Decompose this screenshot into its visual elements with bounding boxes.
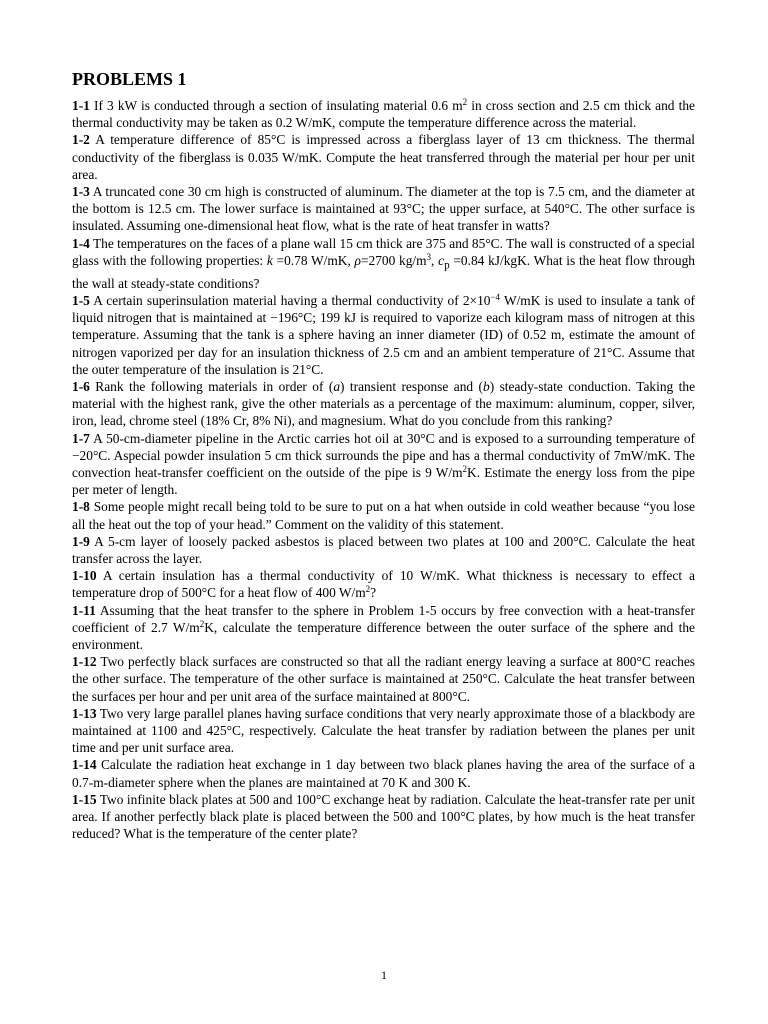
problem-item (72, 97, 695, 131)
superscript: 2 (199, 618, 205, 629)
problem-item (72, 791, 695, 843)
problem-text: If 3 kW is conducted through a section of insulating material 0.6 m (89, 98, 463, 113)
problem-text: Some people might recall being told to be sure to put on a hat when outside in cold weather because “you lose all the heat out the top of your head.” Comment on the validity of this statement. (72, 499, 695, 532)
problem-text: K. Estimate the energy loss from the pipe per meter of length. (72, 464, 696, 498)
problem-text: A certain insulation has a thermal conductivity of 10 W/mK. What thickness is necessary to effect a temperature drop of 500°C for a heat flow of 400 W/m (72, 568, 695, 601)
problem-item (72, 705, 695, 757)
problem-number: 1-8 (72, 499, 90, 515)
problem-text: A 50-cm-diameter pipeline in the Arctic carries hot oil at 30°C and is exposed to a surrounding temperature of −20°C. Aspecial powder insulation 5 cm thick surrounds the pipe and has a thermal conductivity of 7mW/mK. The convection heat-transfer coefficient on the outside of the pipe is 9 W/m (72, 430, 695, 480)
problem-text: W/mK is used to insulate a tank of liquid nitrogen that is maintained at −196°C; 199 kJ is required to vaporize each kilogram mass of nitrogen at this temperature. Assuming that the tank is a sphere having an inner diameter (ID) of 0.52 m, estimate the amount of nitrogen vaporized per day for an insulation thickness of 2.5 cm and an ambient temperature of 21°C. Assume that the outer temperature of the insulation is 21°C. (72, 292, 695, 377)
superscript: 2 (462, 97, 468, 107)
italic-symbol: ρ (354, 252, 361, 268)
italic-symbol: k (266, 252, 273, 268)
problem-text: ? (370, 585, 377, 601)
problem-text: A 5-cm layer of loosely packed asbestos is placed between two plates at 100 and 200°C. Calculate the heat transfer across the layer. (72, 533, 695, 566)
problem-item (72, 756, 695, 790)
problem-item (72, 498, 695, 532)
problem-text: K, calculate the temperature difference between the outer surface of the sphere and the environment. (72, 619, 695, 652)
problem-text: A temperature difference of 85°C is impressed across a fiberglass layer of 13 cm thickness. The thermal conductivity of the fiberglass is 0.035 W/mK. Compute the heat transferred through the material per hour per unit area. (72, 132, 695, 182)
superscript: −4 (490, 291, 501, 302)
subscript: p (444, 259, 450, 272)
problem-number: 1-11 (72, 602, 96, 618)
problem-item (72, 602, 695, 654)
problem-number: 1-6 (72, 378, 90, 394)
problem-text: The temperatures on the faces of a plane wall 15 cm thick are 375 and 85°C. The wall is constructed of a special glass with the following properties: (72, 235, 695, 268)
problem-text: =0.78 W/mK, (272, 252, 355, 268)
problem-number: 1-4 (72, 235, 90, 251)
problem-number: 1-2 (72, 132, 90, 148)
superscript: 3 (426, 251, 432, 262)
problem-item (72, 430, 695, 499)
problem-item (72, 533, 695, 567)
problem-text: A truncated cone 30 cm high is constructed of aluminum. The diameter at the top is 7.5 cm, and the diameter at the bottom is 12.5 cm. The lower surface is maintained at 93°C; the upper surface, at 540°C. The other surface is insulated. Assuming one-dimensional heat flow, what is the rate of heat transfer in watts? (72, 184, 695, 234)
problem-number: 1-7 (72, 430, 90, 446)
problem-number: 1-1 (72, 98, 90, 113)
problem-number: 1-3 (72, 184, 90, 200)
problem-number: 1-12 (72, 654, 97, 670)
page-title: PROBLEMS 1 (72, 69, 187, 89)
superscript: 2 (462, 463, 468, 474)
problem-text: in cross section and 2.5 cm thick and the thermal conductivity may be taken as 0.2 W/mK, compute the temperature difference across the material. (72, 98, 695, 131)
problem-text: Two perfectly black surfaces are constructed so that all the radiant energy leaving a surface at 800°C reaches the other surface. The temperature of the other surface is maintained at 250°C. Calculate the heat transfer between the surfaces per hour and per unit area of the surface maintained at 800°C. (72, 654, 695, 704)
problem-list (72, 97, 695, 842)
problem-text: Rank the following materials in order of ( (89, 378, 334, 394)
problem-item (72, 131, 695, 183)
problem-number: 1-14 (72, 757, 97, 773)
problem-item (72, 235, 695, 292)
problem-number: 1-15 (72, 791, 97, 807)
superscript: 2 (365, 584, 371, 595)
page-number: 1 (381, 968, 387, 982)
italic-symbol: b (482, 378, 490, 394)
problem-text: ) steady-state conduction. Taking the material with the highest rank, give the other materials as a percentage of the maximum: aluminum, copper, silver, iron, lead, chrome steel (18% Cr, 8% Ni), and magnesium. What do you conclude from this ranking? (72, 378, 696, 429)
problem-item (72, 292, 695, 378)
italic-symbol: c (438, 252, 445, 268)
problem-text: Two very large parallel planes having surface conditions that very nearly approximate those of a blackbody are maintained at 1100 and 425°C, respectively. Calculate the heat transfer by radiation between the planes per unit time and per unit surface area. (72, 705, 695, 756)
problem-number: 1-10 (72, 568, 97, 584)
italic-symbol: a (333, 378, 341, 394)
problem-text: =0.84 kJ/kgK. What is the heat flow through the wall at steady-state conditions? (72, 252, 695, 291)
problem-item (72, 183, 695, 235)
problem-text: Two infinite black plates at 500 and 100°C exchange heat by radiation. Calculate the heat-transfer rate per unit area. If another perfectly black plate is placed between the 500 and 100°C plates, by how much is the heat transfer reduced? What is the temperature of the center plate? (72, 791, 695, 842)
problem-text: ) transient response and ( (340, 378, 483, 394)
problem-text: Assuming that the heat transfer to the sphere in Problem 1-5 occurs by free convection with a heat-transfer coefficient of 2.7 W/m (72, 602, 695, 635)
problem-text: A certain superinsulation material having a thermal conductivity of 2×10 (89, 292, 491, 308)
problem-number: 1-13 (72, 705, 97, 721)
problem-text: =2700 kg/m (360, 252, 427, 268)
problem-number: 1-9 (72, 533, 90, 549)
problem-text: Calculate the radiation heat exchange in 1 day between two black planes having the area of the surface of a 0.7-m-diameter sphere when the planes are maintained at 70 K and 300 K. (72, 757, 695, 790)
problem-item (72, 567, 695, 601)
problem-item (72, 378, 695, 430)
problem-number: 1-5 (72, 292, 90, 308)
problem-text: , (431, 252, 439, 268)
document-page (72, 68, 695, 842)
problem-item (72, 653, 695, 705)
